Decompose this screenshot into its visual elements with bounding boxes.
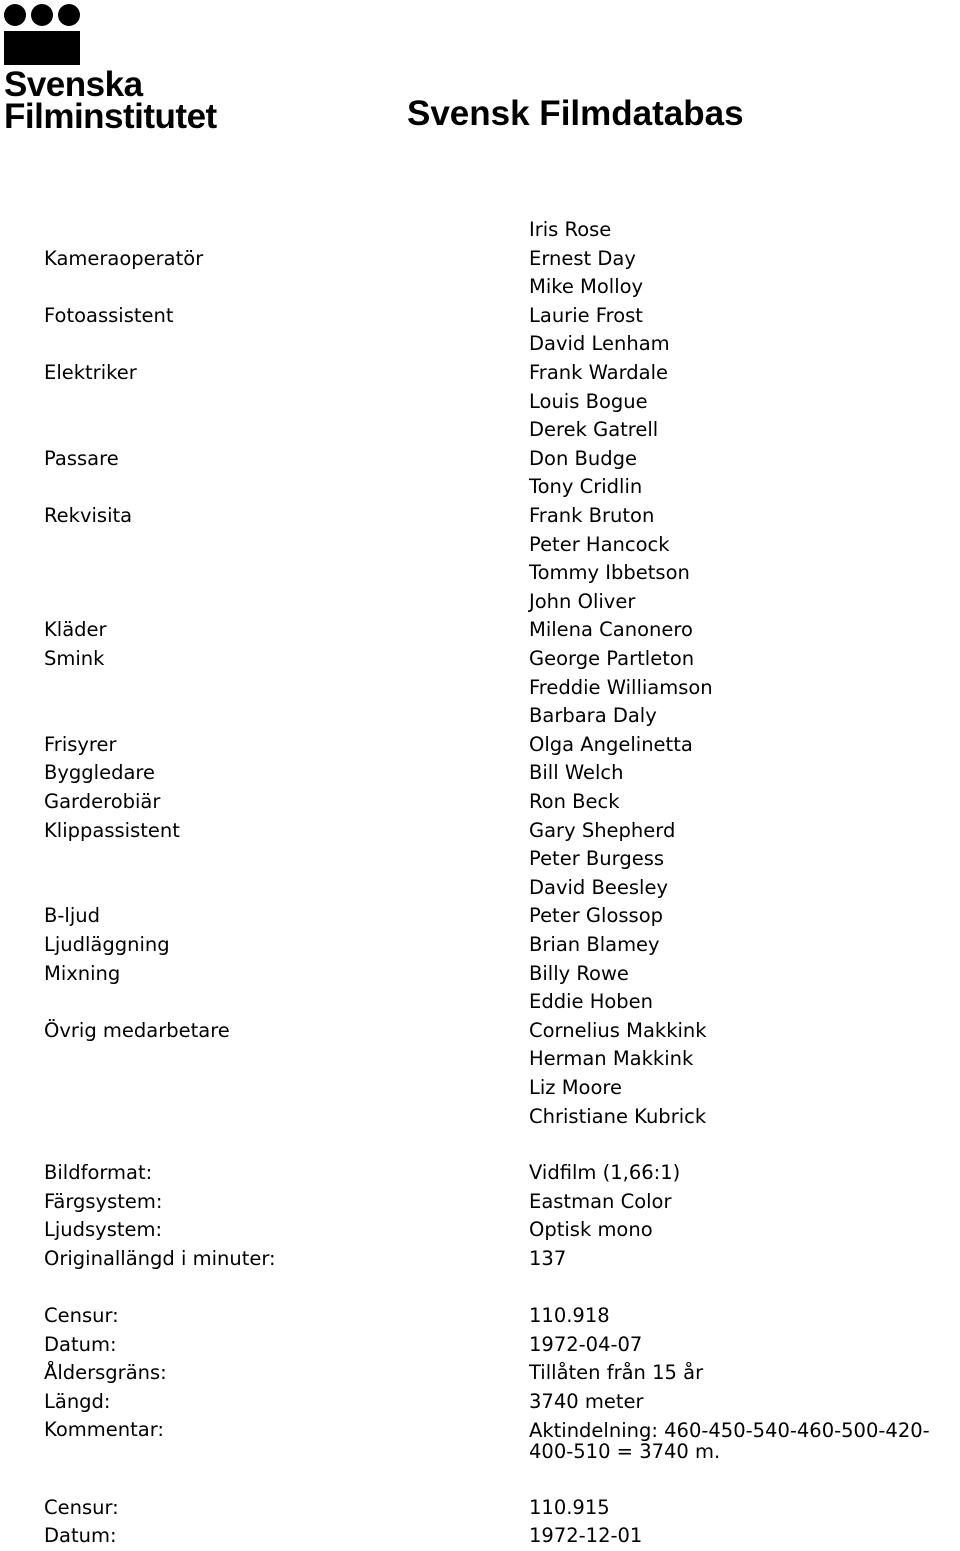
credit-row — [0, 931, 960, 960]
credit-name: Milena Canonero — [529, 618, 693, 642]
logo-block-icon — [4, 31, 80, 65]
credit-role: Övrig medarbetare — [44, 1018, 230, 1042]
credit-role: Ljudläggning — [44, 933, 170, 956]
langd-value: 3740 meter — [529, 1390, 644, 1413]
kommentar-label: Kommentar: — [44, 1418, 164, 1441]
fargsystem-row — [0, 1188, 960, 1217]
credit-name: Louis Bogue — [529, 389, 648, 413]
credit-row — [0, 1074, 960, 1103]
credit-row — [0, 559, 960, 588]
credit-name: David Beesley — [529, 875, 668, 899]
credit-name: Peter Burgess — [529, 847, 665, 871]
datum-label: Datum: — [44, 1524, 117, 1547]
credit-name: Mike Molloy — [529, 275, 644, 299]
datum-row — [0, 1522, 960, 1551]
credit-name: Peter Hancock — [529, 532, 670, 556]
credit-row — [0, 330, 960, 359]
kommentar-value: Aktindelning: 460-450-540-460-500-420-400-510 = 3740 m. — [529, 1420, 930, 1462]
credit-name: Olga Angelinetta — [529, 732, 693, 756]
credit-row — [0, 731, 960, 760]
credit-name: Ernest Day — [529, 246, 636, 270]
credit-name: Billy Rowe — [529, 961, 629, 985]
logo-wordmark-line2: Filminstitutet — [4, 97, 217, 136]
credit-role: Kameraoperatör — [44, 246, 204, 270]
credit-name: Gary Shepherd — [529, 818, 676, 842]
credit-name: Liz Moore — [529, 1076, 622, 1099]
censur-label: Censur: — [44, 1304, 119, 1327]
credit-role: Rekvisita — [44, 504, 133, 527]
langd-row — [0, 1388, 960, 1417]
aldersgrans-value: Tillåten från 15 år — [529, 1361, 704, 1384]
credit-role: B-ljud — [44, 904, 100, 928]
credit-role: Kläder — [44, 618, 107, 642]
bildformat-value: Vidfilm (1,66:1) — [529, 1161, 681, 1184]
credit-row — [0, 359, 960, 388]
originallangd-value: 137 — [529, 1247, 567, 1270]
bildformat-label: Bildformat: — [44, 1161, 153, 1184]
credit-name: John Oliver — [529, 589, 636, 613]
credit-name: Eddie Hoben — [529, 990, 654, 1014]
credit-name: Herman Makkink — [529, 1047, 694, 1071]
fargsystem-value: Eastman Color — [529, 1190, 672, 1213]
credit-row — [0, 645, 960, 674]
credit-role: Byggledare — [44, 761, 156, 785]
credit-row — [0, 531, 960, 560]
ljudsystem-value: Optisk mono — [529, 1218, 653, 1241]
logo-dots-icon — [4, 4, 84, 28]
credit-row — [0, 588, 960, 617]
credit-row — [0, 988, 960, 1017]
logo-wordmark-line1: Svenska — [4, 65, 143, 104]
credit-name: Freddie Williamson — [529, 675, 713, 699]
credit-row — [0, 1103, 960, 1132]
credit-role: Passare — [44, 446, 119, 470]
credit-name: Don Budge — [529, 446, 637, 470]
credit-row — [0, 473, 960, 502]
credit-row — [0, 388, 960, 417]
credit-role: Smink — [44, 647, 105, 670]
credit-row — [0, 788, 960, 817]
ljudsystem-label: Ljudsystem: — [44, 1218, 163, 1241]
credit-row — [0, 960, 960, 989]
censur-row — [0, 1494, 960, 1523]
credit-role: Garderobiär — [44, 790, 161, 813]
credit-name: David Lenham — [529, 332, 670, 356]
credit-name: Brian Blamey — [529, 933, 660, 956]
credit-name: Christiane Kubrick — [529, 1104, 707, 1128]
originallangd-row — [0, 1245, 960, 1274]
credit-row — [0, 616, 960, 645]
censur-label: Censur: — [44, 1496, 119, 1519]
credit-role: Fotoassistent — [44, 303, 174, 327]
fargsystem-label: Färgsystem: — [44, 1190, 163, 1213]
credit-name: Ron Beck — [529, 790, 620, 813]
credit-row — [0, 1045, 960, 1074]
credit-name: Cornelius Makkink — [529, 1018, 707, 1042]
credit-row — [0, 502, 960, 531]
credit-role: Klippassistent — [44, 818, 180, 842]
credit-row — [0, 416, 960, 445]
credit-role: Frisyrer — [44, 732, 117, 756]
aldersgrans-label: Åldersgräns: — [44, 1361, 167, 1384]
credit-row — [0, 445, 960, 474]
credit-row — [0, 302, 960, 331]
credit-row — [0, 845, 960, 874]
datum-label: Datum: — [44, 1333, 117, 1356]
datum-row — [0, 1331, 960, 1360]
credit-row — [0, 674, 960, 703]
credit-role: Elektriker — [44, 361, 137, 384]
credit-name: Tommy Ibbetson — [529, 561, 690, 585]
credit-name: Iris Rose — [529, 218, 612, 241]
credit-name: Peter Glossop — [529, 904, 664, 928]
svenska-filminstitutet-logo — [4, 4, 217, 136]
datum-value: 1972-12-01 — [529, 1524, 643, 1547]
credit-row — [0, 245, 960, 274]
censur-row — [0, 1302, 960, 1331]
credit-row — [0, 902, 960, 931]
credit-name: Barbara Daly — [529, 704, 657, 728]
censur-value: 110.915 — [529, 1496, 610, 1519]
page-title: Svensk Filmdatabas — [407, 94, 744, 133]
langd-label: Längd: — [44, 1390, 111, 1413]
credit-row — [0, 1017, 960, 1046]
credit-name: Tony Cridlin — [529, 475, 643, 499]
credit-name: Frank Bruton — [529, 504, 655, 527]
credit-name: Frank Wardale — [529, 361, 669, 384]
credit-name: Bill Welch — [529, 761, 624, 785]
aldersgrans-row — [0, 1359, 960, 1388]
kommentar-row — [0, 1416, 960, 1468]
credit-row — [0, 874, 960, 903]
credit-name: George Partleton — [529, 647, 695, 670]
credit-row — [0, 817, 960, 846]
credit-name: Derek Gatrell — [529, 418, 659, 442]
credit-role: Mixning — [44, 961, 121, 985]
censur-value: 110.918 — [529, 1304, 610, 1327]
credit-row — [0, 759, 960, 788]
credit-row — [0, 273, 960, 302]
datum-value: 1972-04-07 — [529, 1333, 643, 1356]
bildformat-row — [0, 1159, 960, 1188]
ljudsystem-row — [0, 1216, 960, 1245]
originallangd-label: Originallängd i minuter: — [44, 1247, 276, 1270]
credit-name: Laurie Frost — [529, 303, 643, 327]
credit-row — [0, 702, 960, 731]
credit-row — [0, 216, 960, 245]
